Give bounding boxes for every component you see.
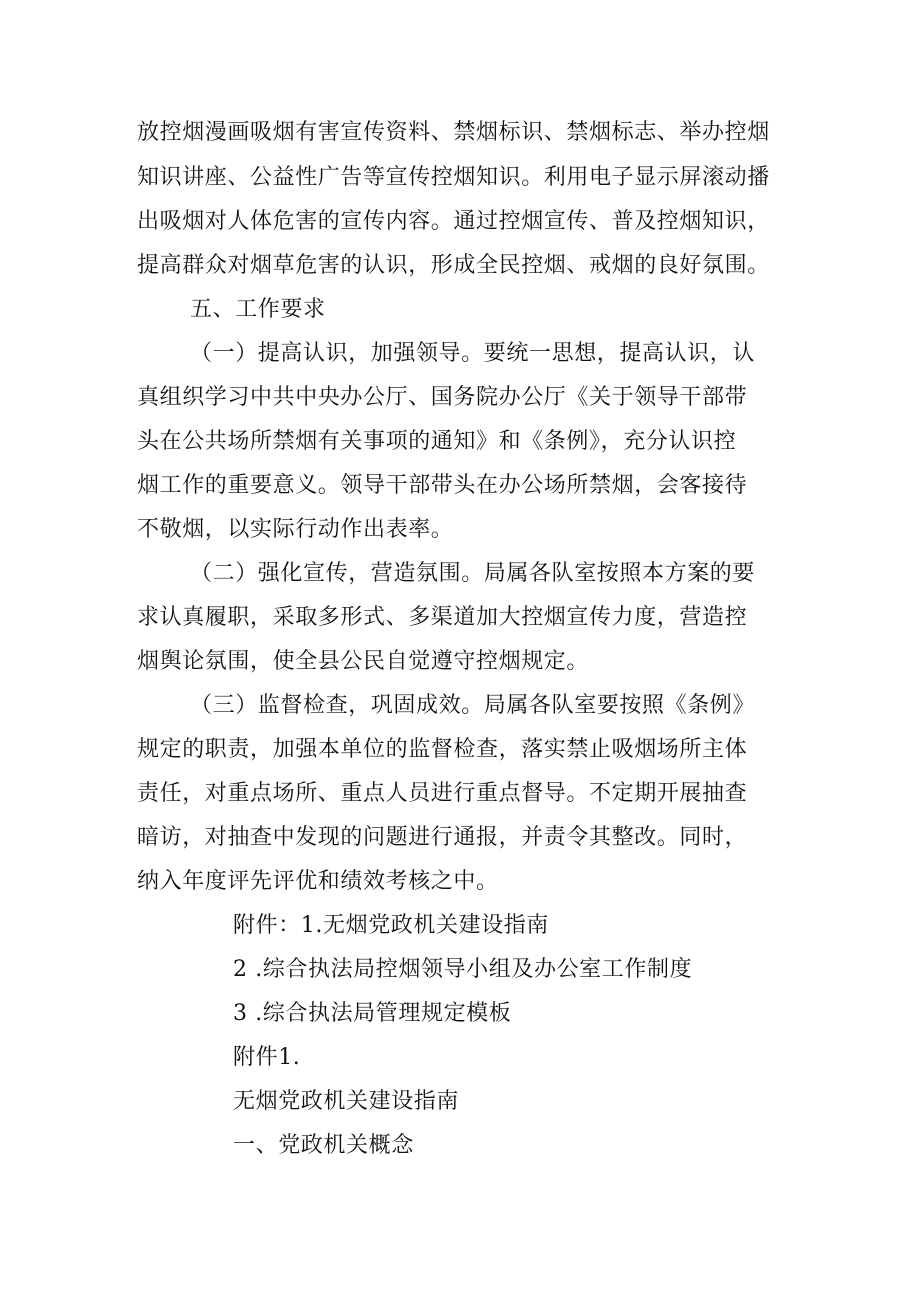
item-2-line-3: 烟舆论氛围，使全县公民自觉遵守控烟规定。 [137,649,590,674]
item-3-line-5: 纳入年度评先评优和绩效考核之中。 [137,869,499,894]
attachment-label: 附件1. [233,1045,301,1070]
paragraph-1-line-1: 放控烟漫画吸烟有害宣传资料、禁烟标识、禁烟标志、举办控烟 [137,120,770,145]
paragraph-1-line-4: 提高群众对烟草危害的认识，形成全民控烟、戒烟的良好氛围。 [137,253,770,278]
paragraph-1-line-3: 出吸烟对人体危害的宣传内容。通过控烟宣传、普及控烟知识， [137,209,770,234]
item-1-line-5: 不敬烟，以实际行动作出表率。 [137,517,454,542]
attachment-section: 一、党政机关概念 [233,1133,414,1158]
item-3-line-4: 暗访，对抽查中发现的问题进行通报，并责令其整改。同时， [137,825,748,850]
section-heading: 五、工作要求 [190,297,326,322]
item-1-line-3: 头在公共场所禁烟有关事项的通知》和《条例》，充分认识控 [137,429,737,454]
item-2-line-2: 求认真履职，采取多形式、多渠道加大控烟宣传力度，营造控 [137,605,748,630]
item-3-line-1: （三）监督检查，巩固成效。局属各队室要按照《条例》 [190,693,756,718]
attachments-line-3: 3 .综合执法局管理规定模板 [233,1001,512,1026]
item-1-line-2: 真组织学习中共中央办公厅、国务院办公厅《关于领导干部带 [137,385,748,410]
attachments-line-1: 附件：1.无烟党政机关建设指南 [233,913,549,938]
attachment-title: 无烟党政机关建设指南 [233,1089,460,1114]
attachments-line-2: 2 .综合执法局控烟领导小组及办公室工作制度 [233,957,693,982]
item-1-line-4: 烟工作的重要意义。领导干部带头在办公场所禁烟，会客接待 [137,473,748,498]
paragraph-1-line-2: 知识讲座、公益性广告等宣传控烟知识。利用电子显示屏滚动播 [137,165,770,190]
item-2-line-1: （二）强化宣传，营造氛围。局属各队室按照本方案的要 [190,561,756,586]
item-1-line-1: （一）提高认识，加强领导。要统一思想，提高认识，认 [190,341,756,366]
item-3-line-3: 责任，对重点场所、重点人员进行重点督导。不定期开展抽查 [137,781,748,806]
item-3-line-2: 规定的职责，加强本单位的监督检查，落实禁止吸烟场所主体 [137,737,748,762]
